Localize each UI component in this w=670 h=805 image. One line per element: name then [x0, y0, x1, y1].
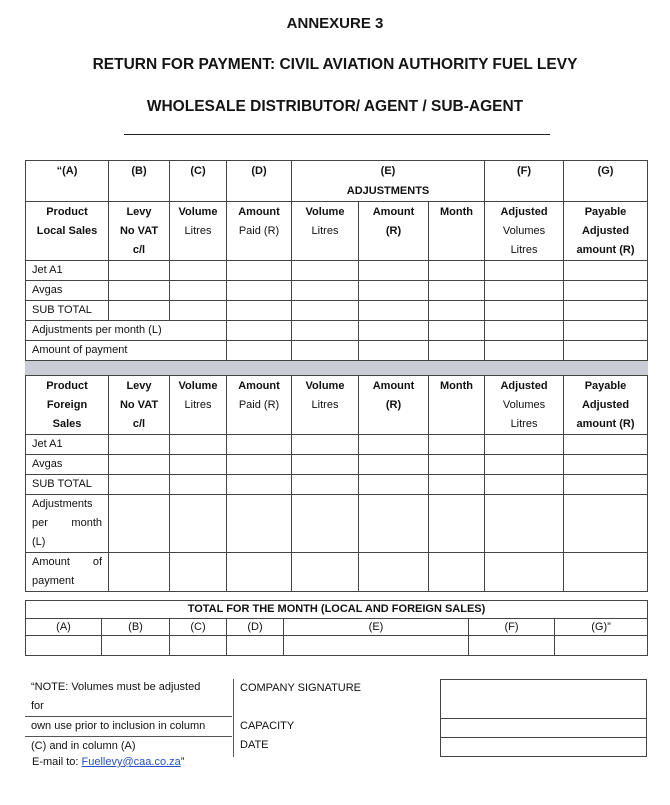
- cell-input[interactable]: [292, 435, 359, 455]
- total-col-e: (E): [284, 619, 469, 636]
- cell-input[interactable]: [564, 435, 648, 455]
- header-adj-volume: Volume Litres: [292, 376, 359, 435]
- cell-input[interactable]: [292, 495, 359, 553]
- cell-input[interactable]: [564, 475, 648, 495]
- header-month: Month: [429, 376, 485, 435]
- cell-input[interactable]: [227, 261, 292, 281]
- total-input[interactable]: [26, 636, 102, 656]
- cell-input[interactable]: [429, 553, 485, 592]
- cell-input[interactable]: [359, 435, 429, 455]
- col-letter-b: (B): [109, 161, 170, 202]
- cell-input[interactable]: [170, 495, 227, 553]
- cell-input[interactable]: [170, 301, 227, 321]
- table-row: [26, 475, 648, 495]
- cell-input[interactable]: [359, 553, 429, 592]
- cell-input[interactable]: [564, 455, 648, 475]
- note-line-3: own use prior to inclusion in column: [25, 717, 232, 737]
- cell-input[interactable]: [227, 281, 292, 301]
- total-col-d: (D): [227, 619, 284, 636]
- cell-input[interactable]: [227, 301, 292, 321]
- email-label: E-mail to:: [32, 756, 79, 768]
- section-separator: [26, 361, 648, 376]
- company-signature-label: COMPANY SIGNATURE: [240, 682, 362, 694]
- cell-input[interactable]: [359, 475, 429, 495]
- note-line-2: for: [25, 697, 232, 717]
- cell-input[interactable]: [359, 261, 429, 281]
- cell-input[interactable]: [109, 261, 170, 281]
- cell-input[interactable]: [109, 301, 170, 321]
- cell-input[interactable]: [170, 475, 227, 495]
- header-adjusted-volumes: Adjusted Volumes Litres: [485, 376, 564, 435]
- cell-input[interactable]: [109, 495, 170, 553]
- cell-input[interactable]: [170, 261, 227, 281]
- cell-input[interactable]: [170, 281, 227, 301]
- row-label-subtotal: SUB TOTAL: [26, 301, 109, 321]
- total-input[interactable]: [102, 636, 170, 656]
- header-product-local: Product Local Sales: [26, 202, 109, 261]
- total-input[interactable]: [170, 636, 227, 656]
- cell-input[interactable]: [485, 435, 564, 455]
- cell-input[interactable]: [359, 281, 429, 301]
- cell-input[interactable]: [170, 455, 227, 475]
- cell-input[interactable]: [227, 435, 292, 455]
- cell-input[interactable]: [292, 455, 359, 475]
- header-volume: Volume Litres: [170, 376, 227, 435]
- cell-input[interactable]: [485, 495, 564, 553]
- table-row: [26, 495, 648, 553]
- cell-input[interactable]: [564, 553, 648, 592]
- cell-input[interactable]: [170, 553, 227, 592]
- adjustments-label: ADJUSTMENTS: [292, 181, 485, 202]
- date-label: DATE: [240, 739, 269, 751]
- row-label-jet-a1: Jet A1: [26, 261, 109, 281]
- cell-input[interactable]: [292, 301, 359, 321]
- cell-input[interactable]: [359, 301, 429, 321]
- table-row: [26, 455, 648, 475]
- col-letter-f: (F): [485, 161, 564, 202]
- cell-input[interactable]: [429, 321, 485, 341]
- cell-input[interactable]: [564, 301, 648, 321]
- total-col-f: (F): [469, 619, 555, 636]
- table-row: [26, 435, 648, 455]
- cell-input[interactable]: [227, 553, 292, 592]
- row-label-adjustments-per-month: Adjustments per month (L): [26, 495, 109, 553]
- local-foreign-sales-table: [25, 160, 648, 592]
- col-letter-g: (G): [564, 161, 648, 202]
- cell-input[interactable]: [292, 281, 359, 301]
- cell-input[interactable]: [292, 553, 359, 592]
- cell-input[interactable]: [485, 301, 564, 321]
- col-letter-a: “(A): [26, 161, 109, 202]
- table-row: [26, 281, 648, 301]
- cell-input[interactable]: [359, 341, 429, 361]
- title-underline: [124, 134, 550, 135]
- date-field[interactable]: [441, 738, 647, 757]
- cell-input[interactable]: [429, 435, 485, 455]
- cell-input[interactable]: [292, 321, 359, 341]
- cell-input[interactable]: [429, 341, 485, 361]
- total-col-a: (A): [26, 619, 102, 636]
- capacity-field[interactable]: [441, 719, 647, 738]
- email-link[interactable]: Fuellevy@caa.co.za: [81, 756, 181, 768]
- cell-input[interactable]: [564, 261, 648, 281]
- cell-input[interactable]: [359, 321, 429, 341]
- cell-input[interactable]: [485, 321, 564, 341]
- company-signature-field[interactable]: [441, 680, 647, 719]
- header-levy: Levy No VAT c/l: [109, 376, 170, 435]
- cell-input[interactable]: [564, 495, 648, 553]
- cell-input[interactable]: [109, 435, 170, 455]
- note-line-4: (C) and in column (A): [31, 740, 136, 752]
- footer-divider: [233, 679, 234, 757]
- col-letter-e: (E): [292, 161, 485, 182]
- row-label-jet-a1: Jet A1: [26, 435, 109, 455]
- table-row: [26, 321, 648, 341]
- row-label-avgas: Avgas: [26, 281, 109, 301]
- cell-input[interactable]: [227, 475, 292, 495]
- header-adj-amount: Amount (R): [359, 376, 429, 435]
- table-row: [26, 261, 648, 281]
- total-col-c: (C): [170, 619, 227, 636]
- total-input[interactable]: [555, 636, 648, 656]
- column-letter-row: [26, 161, 648, 182]
- cell-input[interactable]: [109, 455, 170, 475]
- cell-input[interactable]: [359, 495, 429, 553]
- header-volume: Volume Litres: [170, 202, 227, 261]
- cell-input[interactable]: [429, 261, 485, 281]
- note-line-1: “NOTE: Volumes must be adjusted: [31, 681, 201, 693]
- monthly-total-table: [25, 600, 648, 656]
- cell-input[interactable]: [227, 495, 292, 553]
- cell-input[interactable]: [429, 301, 485, 321]
- cell-input[interactable]: [227, 455, 292, 475]
- annexure-heading: ANNEXURE 3: [286, 15, 384, 32]
- header-payable: Payable Adjusted amount (R): [564, 376, 648, 435]
- cell-input[interactable]: [564, 321, 648, 341]
- header-adjusted-volumes: Adjusted Volumes Litres: [485, 202, 564, 261]
- table-row: [26, 341, 648, 361]
- cell-input[interactable]: [227, 341, 292, 361]
- row-label-amount-of-payment: Amount of payment: [26, 341, 227, 361]
- cell-input[interactable]: [292, 341, 359, 361]
- header-payable: Payable Adjusted amount (R): [564, 202, 648, 261]
- cell-input[interactable]: [227, 321, 292, 341]
- row-label-subtotal: SUB TOTAL: [26, 475, 109, 495]
- foreign-header-row: [26, 376, 648, 435]
- table-row: [26, 553, 648, 592]
- signature-box: [440, 679, 647, 757]
- cell-input[interactable]: [485, 455, 564, 475]
- total-input[interactable]: [227, 636, 284, 656]
- col-letter-d: (D): [227, 161, 292, 202]
- cell-input[interactable]: [429, 495, 485, 553]
- email-line: [32, 756, 184, 768]
- capacity-label: CAPACITY: [240, 720, 295, 732]
- cell-input[interactable]: [109, 475, 170, 495]
- cell-input[interactable]: [429, 475, 485, 495]
- header-adj-volume: Volume Litres: [292, 202, 359, 261]
- cell-input[interactable]: [170, 435, 227, 455]
- total-col-g: (G)”: [555, 619, 648, 636]
- cell-input[interactable]: [429, 455, 485, 475]
- cell-input[interactable]: [429, 281, 485, 301]
- page-title: RETURN FOR PAYMENT: CIVIL AVIATION AUTHORITY FUEL LEVY: [92, 56, 578, 73]
- cell-input[interactable]: [485, 475, 564, 495]
- cell-input[interactable]: [485, 341, 564, 361]
- total-col-b: (B): [102, 619, 170, 636]
- cell-input[interactable]: [109, 553, 170, 592]
- cell-input[interactable]: [485, 261, 564, 281]
- row-label-avgas: Avgas: [26, 455, 109, 475]
- cell-input[interactable]: [359, 455, 429, 475]
- header-adj-amount: Amount (R): [359, 202, 429, 261]
- row-label-amount-of-payment: Amount of payment: [26, 553, 109, 592]
- cell-input[interactable]: [109, 281, 170, 301]
- page-subtitle: WHOLESALE DISTRIBUTOR/ AGENT / SUB-AGENT: [146, 98, 524, 115]
- email-close-quote: ”: [180, 756, 185, 768]
- header-month: Month: [429, 202, 485, 261]
- total-input[interactable]: [469, 636, 555, 656]
- cell-input[interactable]: [292, 261, 359, 281]
- col-letter-c: (C): [170, 161, 227, 202]
- row-label-adjustments-per-month: Adjustments per month (L): [26, 321, 227, 341]
- table-row: [26, 301, 648, 321]
- local-header-row: [26, 202, 648, 261]
- header-product-foreign: Product Foreign Sales: [26, 376, 109, 435]
- cell-input[interactable]: [485, 553, 564, 592]
- header-amount-paid: Amount Paid (R): [227, 202, 292, 261]
- total-table-title: TOTAL FOR THE MONTH (LOCAL AND FOREIGN SALES): [26, 601, 648, 619]
- total-input[interactable]: [284, 636, 469, 656]
- cell-input[interactable]: [485, 281, 564, 301]
- cell-input[interactable]: [292, 475, 359, 495]
- header-levy: Levy No VAT c/l: [109, 202, 170, 261]
- header-amount-paid: Amount Paid (R): [227, 376, 292, 435]
- cell-input[interactable]: [564, 341, 648, 361]
- footer-note: [25, 678, 232, 756]
- cell-input[interactable]: [564, 281, 648, 301]
